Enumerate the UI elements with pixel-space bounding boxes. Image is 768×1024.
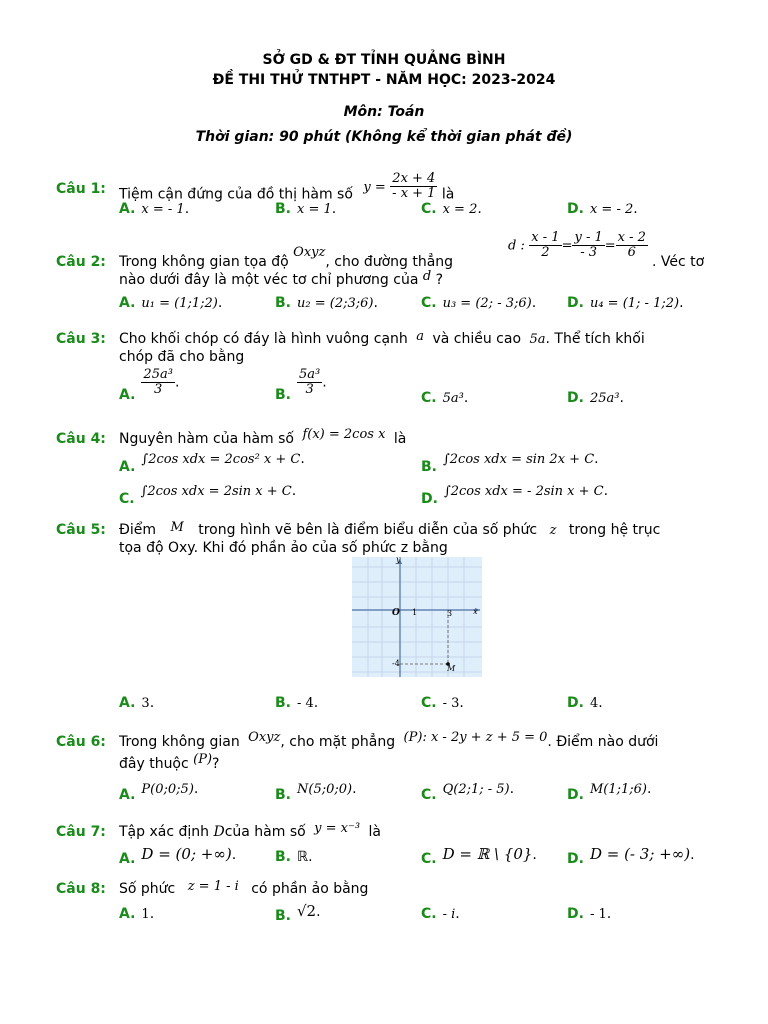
question-label: Câu 5: — [56, 522, 106, 538]
coordinate-system — [352, 557, 482, 677]
answer-6c[interactable]: C. Q(2;1; - 5). — [421, 781, 515, 803]
answer-4a[interactable]: A. ∫2cos xdx = 2cos² x + C. — [119, 451, 305, 475]
question-label: Câu 2: — [56, 254, 106, 270]
question-5: Câu 5: Điểm M trong hình vẽ bên là điểm biểu diễn của số phức z trong hệ trục tọa độ Oxy. Khi đó phần ảo của số phức z bằng — [56, 520, 661, 556]
answer-2c[interactable]: C. u₃ = (2; - 3;6). — [421, 295, 537, 311]
complex-plane-graph — [352, 557, 482, 677]
answer-2b[interactable]: B. u₂ = (2;3;6). — [275, 295, 378, 311]
answer-3c[interactable]: C. 5a³. — [421, 390, 469, 406]
answer-3b[interactable]: B. $\frac{\text{5a³}}{3}$ . — [275, 367, 327, 403]
answer-5a[interactable]: A. 3. — [119, 695, 155, 711]
answer-8c[interactable]: C. - i. — [421, 906, 460, 922]
header-time: Thời gian: 90 phút (Không kể thời gian phát đề) — [195, 129, 573, 145]
origin-label: O — [392, 608, 400, 618]
answer-8d[interactable]: D. - 1. — [567, 906, 612, 922]
y-axis-label: y — [396, 555, 401, 564]
answer-4c[interactable]: C. ∫2cos xdx = 2sin x + C. — [119, 483, 297, 507]
answer-3d[interactable]: D. 25a³. — [567, 390, 624, 406]
header-exam-title: ĐỀ THI THỬ TNTHPT - NĂM HỌC: 2023-2024 — [212, 72, 556, 88]
x-tick-3: 3 — [447, 609, 453, 618]
question-6: Câu 6: Trong không gian Oxyz, cho mặt phẳng (P): x - 2y + z + 5 = 0. Điểm nào dưới đây thuộc (P)? — [56, 730, 659, 772]
answer-1c[interactable]: C. x = 2. — [421, 201, 482, 217]
answer-2a[interactable]: A. u₁ = (1;1;2). — [119, 295, 223, 311]
y-tick-minus-4: -4 — [392, 659, 400, 668]
function-formula: y = $\frac{2x + 4}{- x + 1}$ — [363, 171, 436, 201]
answer-8a[interactable]: A. 1. — [119, 906, 155, 922]
answer-4b[interactable]: B. ∫2cos xdx = sin 2x + C. — [421, 451, 599, 475]
question-3: Câu 3: Cho khối chóp có đáy là hình vuông cạnh a và chiều cao 5a. Thể tích khối chóp đã cho bằng — [56, 329, 645, 365]
question-label: Câu 4: — [56, 431, 106, 447]
question-label: Câu 1: — [56, 181, 106, 197]
answer-8b[interactable]: B. √2. — [275, 902, 321, 924]
question-label: Câu 3: — [56, 331, 106, 347]
header-subject: Môn: Toán — [343, 104, 425, 120]
answer-1b[interactable]: B. x = 1. — [275, 201, 337, 217]
answer-4d[interactable]: D. ∫2cos xdx = - 2sin x + C. — [421, 483, 609, 507]
x-tick-1: 1 — [412, 608, 418, 617]
question-label: Câu 7: — [56, 824, 106, 840]
answer-6d[interactable]: D. M(1;1;6). — [567, 781, 652, 803]
answer-6b[interactable]: B. N(5;0;0). — [275, 781, 357, 803]
answer-5c[interactable]: C. - 3. — [421, 695, 464, 711]
question-label: Câu 8: — [56, 881, 106, 897]
question-text: Tiệm cận đứng của đồ thị hàm số y = $\frac{2x + 4}{- x + 1}$ là — [119, 171, 455, 203]
question-2: Câu 2: Trong không gian tọa độ Oxyz, cho đường thẳng d : $\frac{x - 1}{2}$ = $\frac{y - 1}{- 3}$ = $\frac{x - 2}{6}$ . Véc tơ nào dưới đây là một véc tơ chỉ phương của d ? — [56, 230, 705, 288]
answer-5b[interactable]: B. - 4. — [275, 695, 319, 711]
answer-6a[interactable]: A. P(0;0;5). — [119, 781, 199, 803]
question-label: Câu 6: — [56, 734, 106, 750]
answer-7d[interactable]: D. D = (- 3; +∞). — [567, 845, 695, 867]
answer-2d[interactable]: D. u₄ = (1; - 1;2). — [567, 295, 684, 311]
header-department: SỞ GD & ĐT TỈNH QUẢNG BÌNH — [262, 52, 506, 68]
answer-7a[interactable]: A. D = (0; +∞). — [119, 845, 237, 867]
answer-1a[interactable]: A. x = - 1. — [119, 201, 190, 217]
answer-7b[interactable]: B. ℝ. — [275, 849, 313, 865]
answer-3a[interactable]: A. $\frac{\text{25a³}}{3}$ . — [119, 367, 180, 403]
point-m-label: M — [447, 664, 456, 673]
answer-7c[interactable]: C. D = ℝ \ {0}. — [421, 845, 537, 867]
x-axis-label: x — [473, 607, 478, 616]
answer-5d[interactable]: D. 4. — [567, 695, 603, 711]
answer-1d[interactable]: D. x = - 2. — [567, 201, 638, 217]
line-equation: d : $\frac{x - 1}{2}$ = $\frac{y - 1}{- 3}$ = $\frac{x - 2}{6}$ — [508, 230, 646, 260]
